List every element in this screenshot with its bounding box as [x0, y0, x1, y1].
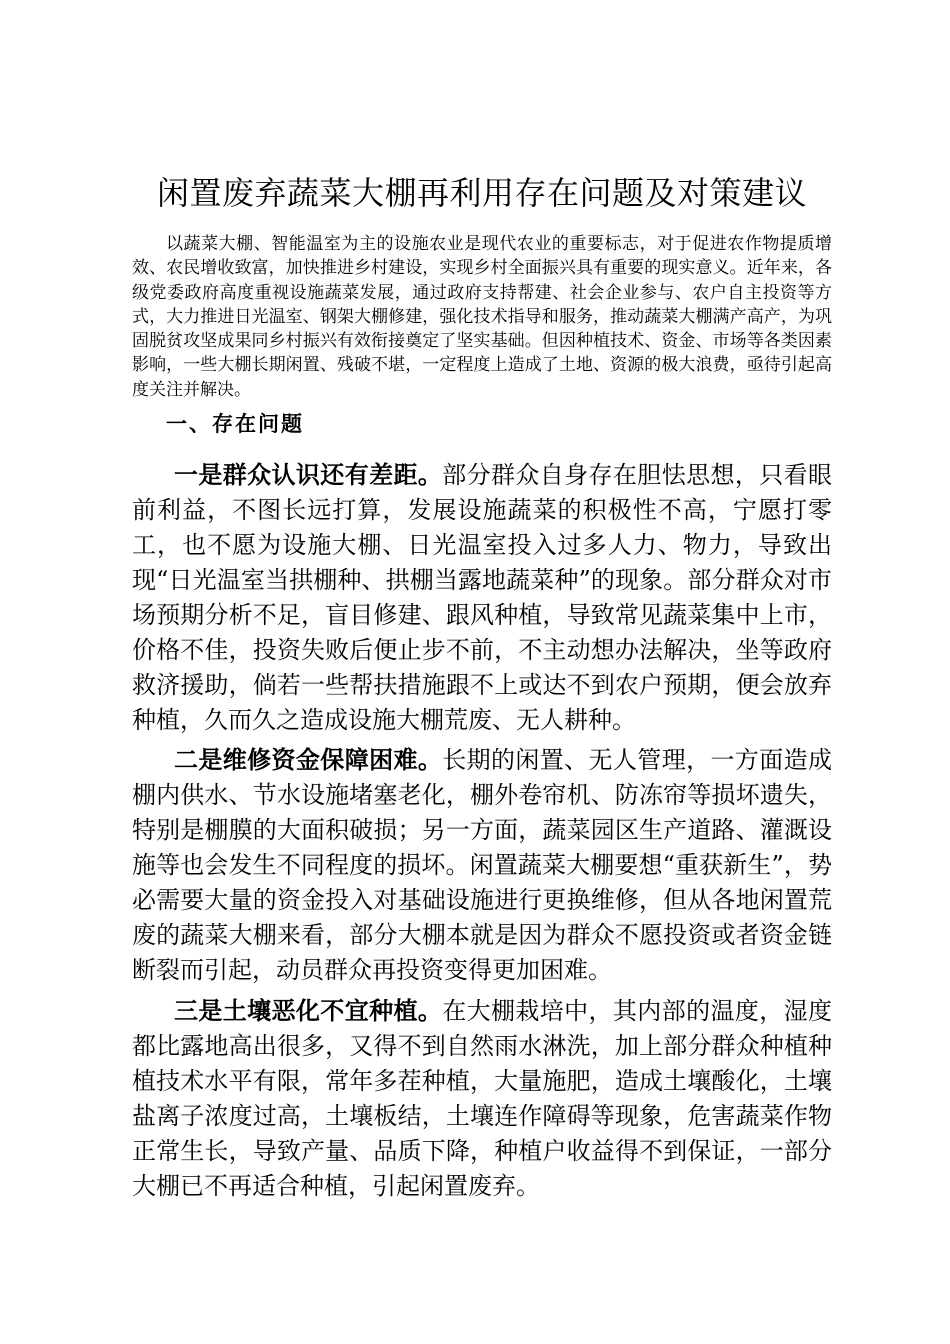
problem-paragraph-1	[132, 457, 832, 738]
section-heading: 一、存在问题	[166, 411, 304, 436]
paragraph-lead: 二是维修资金保障困难。	[174, 745, 443, 774]
document-page	[132, 0, 832, 1344]
paragraph-body: 在大棚栽培中，其内部的温度，湿度都比露地高出很多，又得不到自然雨水淋洗，加上部分群众种植种植技术水平有限，常年多茬种植，大量施肥，造成土壤酸化，土壤盐离子浓度过高，土壤板结，土壤连作障碍等现象，危害蔬菜作物正常生长，导致产量、品质下降，种植户收益得不到保证，一部分大棚已不再适合种植，引起闲置废弃。	[132, 997, 833, 1200]
paragraph-body: 长期的闲置、无人管理，一方面造成棚内供水、节水设施堵塞老化，棚外卷帘机、防冻帘等损坏遗失，特别是棚膜的大面积破损；另一方面，蔬菜园区生产道路、灌溉设施等也会发生不同程度的损坏。闲置蔬菜大棚要想“重获新生”，势必需要大量的资金投入对基础设施进行更换维修，但从各地闲置荒废的蔬菜大棚来看，部分大棚本就是因为群众不愿投资或者资金链断裂而引起，动员群众再投资变得更加困难。	[132, 746, 833, 984]
paragraph-lead: 一是群众认识还有差距。	[174, 460, 443, 489]
problem-paragraph-3	[132, 993, 832, 1204]
paragraph-lead: 三是土壤恶化不宜种植。	[174, 996, 443, 1025]
intro-paragraph: 以蔬菜大棚、智能温室为主的设施农业是现代农业的重要标志，对于促进农作物提质增效、农民增收致富，加快推进乡村建设，实现乡村全面振兴具有重要的现实意义。近年来，各级党委政府高度重视设施蔬菜发展，通过政府支持帮建、社会企业参与、农户自主投资等方式，大力推进日光温室、钢架大棚修建，强化技术指导和服务，推动蔬菜大棚满产高产，为巩固脱贫攻坚成果同乡村振兴有效衔接奠定了坚实基础。但因种植技术、资金、市场等各类因素影响，一些大棚长期闲置、残破不堪，一定程度上造成了土地、资源的极大浪费，亟待引起高度关注并解决。	[132, 234, 832, 400]
paragraph-body: 部分群众自身存在胆怯思想，只看眼前利益，不图长远打算，发展设施蔬菜的积极性不高，宁愿打零工，也不愿为设施大棚、日光温室投入过多人力、物力，导致出现“日光温室当拱棚种、拱棚当露地蔬菜种”的现象。部分群众对市场预期分析不足，盲目修建、跟风种植，导致常见蔬菜集中上市，价格不佳，投资失败后便止步不前，不主动想办法解决，坐等政府救济援助，倘若一些帮扶措施跟不上或达不到农户预期，便会放弃种植，久而久之造成设施大棚荒废、无人耕种。	[132, 461, 833, 734]
document-title: 闲置废弃蔬菜大棚再利用存在问题及对策建议	[156, 174, 807, 212]
problem-paragraph-2	[132, 742, 832, 988]
